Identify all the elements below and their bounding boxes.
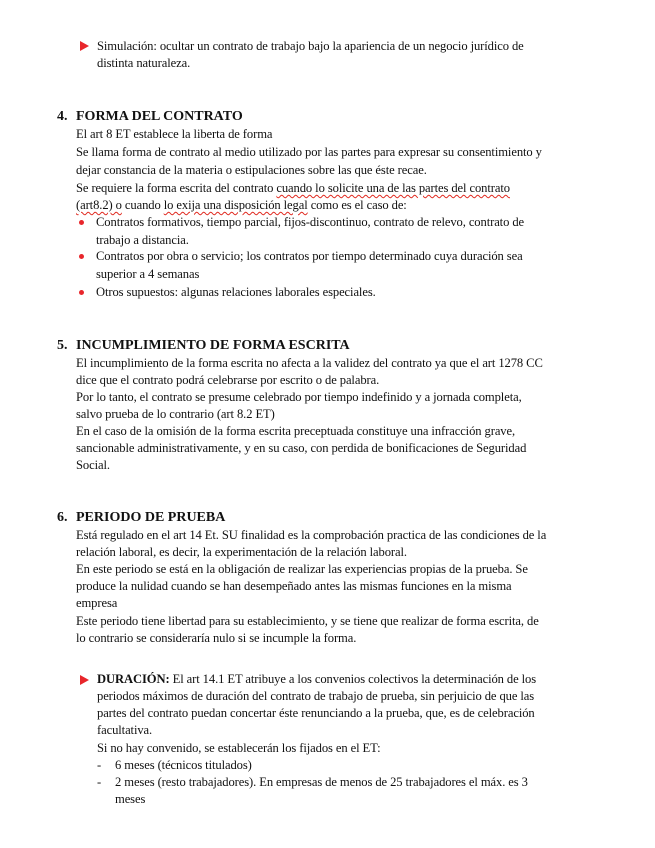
s6-line-7: lo contrario se consideraría nulo si se incumple la forma. [76,631,357,645]
bullet-dot-icon [79,290,84,295]
section-4-heading [57,108,243,126]
s4-bullet-2-cont: superior a 4 semanas [96,267,200,281]
duracion-line-4: facultativa. [97,723,153,737]
s5-line-6: sancionable administrativamente, y en su caso, con perdida de bonificaciones de Seguridad [76,441,527,455]
s4-p3-text: Se requiere la forma escrita del contrato [76,181,277,195]
s4-p3-flagged-text: cuando lo solicite una de las partes del contrato [276,181,510,195]
duracion-item-1: 6 meses (técnicos titulados) [115,758,252,772]
arrow-bullet-icon [80,675,89,685]
s4-bullet-3: Otros supuestos: algunas relaciones laborales especiales. [96,285,376,299]
s6-line-5: empresa [76,596,118,610]
s4-p3-post: como es el caso de: [307,198,407,212]
section-6-number: 6. [57,510,68,525]
s4-p3-mid: cuando [121,198,164,212]
bullet-dot-icon [79,254,84,259]
section-4-number: 4. [57,109,68,124]
intro-bullet-text-cont: distinta naturaleza. [97,56,191,70]
s5-line-5: En el caso de la omisión de la forma escrita preceptuada constituye una infracción grave, [76,424,516,438]
s5-line-4: salvo prueba de lo contrario (art 8.2 ET) [76,407,275,421]
s6-line-3: En este periodo se está en la obligación de realizar las experiencias propias de la prueba. Se [76,562,528,576]
s4-paragraph-2-cont: dejar constancia de la materia o estipulaciones sobre las que éste recae. [76,163,427,177]
duracion-text: El art 14.1 ET atribuye a los convenios colectivos la determinación de los [169,672,537,686]
duracion-line-3: partes del contrato puedan concertar éste renunciando a la prueba, que, es de celebración [97,706,535,720]
arrow-bullet-icon [80,41,89,51]
s4-p3-flagged-legal: lo exija una disposición legal [163,198,308,212]
duracion-item-2: 2 meses (resto trabajadores). En empresas de menos de 25 trabajadores el máx. es 3 [115,775,528,789]
s4-paragraph-3-cont [76,197,407,214]
s5-line-7: Social. [76,458,110,472]
s6-line-4: produce la nulidad cuando se han desempeñado antes las mismas funciones en la misma [76,579,512,593]
s4-paragraph-3 [76,180,510,197]
section-5-number: 5. [57,338,68,353]
section-5-heading [57,337,350,355]
s6-line-6: Este periodo tiene libertad para su establecimiento, y se tiene que realizar de forma escrita, de [76,614,539,628]
s4-paragraph-2: Se llama forma de contrato al medio utilizado por las partes para expresar su consentimiento y [76,145,542,159]
section-5-title: INCUMPLIMIENTO DE FORMA ESCRITA [76,338,350,353]
intro-bullet-text: Simulación: ocultar un contrato de trabajo bajo la apariencia de un negocio jurídico de [97,39,524,53]
s5-line-3: Por lo tanto, el contrato se presume celebrado por tiempo indefinido y a jornada completa, [76,390,522,404]
s4-p3-flagged-ref: (art8.2) o [76,198,122,212]
s4-bullet-1-cont: trabajo a distancia. [96,233,189,247]
s5-line-1: El incumplimiento de la forma escrita no afecta a la validez del contrato ya que el art 1278 CC [76,356,543,370]
section-4-title: FORMA DEL CONTRATO [76,109,243,124]
bullet-dot-icon [79,220,84,225]
duracion-item-2-cont: meses [115,792,146,806]
section-6-heading [57,509,225,527]
s6-line-2: relación laboral, es decir, la experimentación de la relación laboral. [76,545,407,559]
duracion-label: DURACIÓN: [97,672,170,686]
dash-bullet: - [97,758,102,772]
section-6-title: PERIODO DE PRUEBA [76,510,226,525]
duracion-line-1 [97,671,536,688]
s5-line-2: dice que el contrato podrá celebrarse por escrito o de palabra. [76,373,380,387]
s4-paragraph-1: El art 8 ET establece la liberta de forma [76,127,273,141]
s4-bullet-1: Contratos formativos, tiempo parcial, fijos-discontinuo, contrato de relevo, contrato de [96,215,525,229]
duracion-line-5: Si no hay convenido, se establecerán los fijados en el ET: [97,741,381,755]
duracion-line-2: periodos máximos de duración del contrato de trabajo de prueba, sin perjuicio de que las [97,689,535,703]
s6-line-1: Está regulado en el art 14 Et. SU finalidad es la comprobación practica de las condiciones de la [76,528,547,542]
dash-bullet: - [97,775,102,789]
s4-bullet-2: Contratos por obra o servicio; los contratos por tiempo determinado cuya duración sea [96,249,523,263]
